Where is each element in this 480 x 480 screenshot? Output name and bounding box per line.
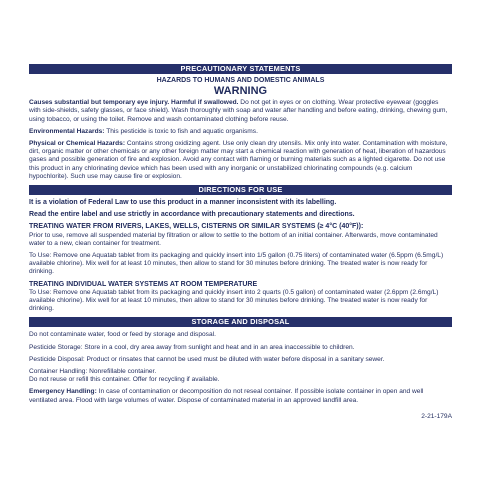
read-label-statement: Read the entire label and use strictly in accordance with precautionary statements and directions. xyxy=(29,211,355,219)
precautionary-statements-header: PRECAUTIONARY STATEMENTS xyxy=(29,64,452,74)
emergency-text: In case of contamination or decomposition do not reseal container. If possible isolate container in open and well ventilated area. Flood with large volumes of water. Dispose of contaminated material in an approved landfill area. xyxy=(29,388,424,404)
environmental-text: This pesticide is toxic to fish and aquatic organisms. xyxy=(104,127,258,135)
physical-bold: Physical or Chemical Hazards: xyxy=(29,140,126,148)
storage-header: STORAGE AND DISPOSAL xyxy=(29,317,452,327)
eye-injury-bold: Causes substantial but temporary eye injury. Harmful if swallowed. xyxy=(29,99,239,107)
emergency-bold: Emergency Handling: xyxy=(29,388,97,396)
physical-paragraph xyxy=(29,140,452,181)
rivers-title: TREATING WATER FROM RIVERS, LAKES, WELLS, CISTERNS OR SIMILAR SYSTEMS (≥ 4°C (40°F)): xyxy=(29,223,364,231)
directions-header: DIRECTIONS FOR USE xyxy=(29,185,452,195)
rivers-use: To Use: Remove one Aquatab tablet from its packaging and quickly insert into 1/5 gallon (0.75 liters) of contaminated water (6.5ppm (6.5mg/L) available chlorine). Mix well for at least 10 minutes, then allow to stand for 30 minutes before drinking. The treated water is now ready for drinking. xyxy=(29,252,444,276)
individual-title: TREATING INDIVIDUAL WATER SYSTEMS AT ROOM TEMPERATURE xyxy=(29,280,258,288)
label-code: 2-21-179A xyxy=(421,412,452,420)
rivers-text: Prior to use, remove all suspended material by filtration or allow to settle to the bottom of an initial container. Afterwards, move contaminated water to a new, clean container for treatment. xyxy=(29,231,438,247)
storage-line-reuse: Do not reuse or refill this container. Offer for recycling if available. xyxy=(29,376,220,384)
storage-line-storage: Pesticide Storage: Store in a cool, dry area away from sunlight and heat and in an area inaccessible to children. xyxy=(29,343,355,351)
environmental-paragraph xyxy=(29,128,452,136)
eye-injury-paragraph xyxy=(29,99,452,124)
emergency-paragraph xyxy=(29,388,452,404)
individual-use: To Use: Remove one Aquatab tablet from its packaging and quickly insert into 2 quarts (0.5 gallon) of contaminated water (2.6ppm (2.6mg/L) available chlorine). Mix well for at least 10 minutes, then allow to stand for 30 minutes before drinking. The treated water is now ready for drinking. xyxy=(29,288,439,313)
federal-law-statement: It is a violation of Federal Law to use this product in a manner inconsistent with its labelling. xyxy=(29,199,337,207)
product-label xyxy=(29,64,452,421)
storage-line-disposal: Pesticide Disposal: Product or rinsates that cannot be used must be diluted with water before disposal in a sanitary sewer. xyxy=(29,355,385,363)
environmental-bold: Environmental Hazards: xyxy=(29,127,105,135)
storage-line-container: Container Handling: Nonrefillable container. xyxy=(29,368,157,376)
hazards-title: HAZARDS TO HUMANS AND DOMESTIC ANIMALS xyxy=(156,77,325,84)
eye-injury-text: Do not get in eyes or on clothing. Wear protective eyewear (goggles with side-shields, safety glasses, or face shield). Wash thoroughly with soap and water after handling and before eating, drinking, chewing gum, using tobacco, or using the toilet. Remove and wash contaminated clothing before reuse. xyxy=(29,99,448,123)
storage-line-contaminate: Do not contaminate water, food or feed by storage and disposal. xyxy=(29,331,216,339)
warning-heading: WARNING xyxy=(213,85,268,98)
physical-text: Contains strong oxidizing agent. Use only clean dry utensils. Mix only into water. Contamination with moisture, dirt, organic matter or other chemicals or any other foreign matter may start a chemical reaction with generation of heat, liberation of hazardous gases and possible generation of fire and explosion. Avoid any contact with flaming or burning materials such as a lighted cigarette. Do not use this product in any chlorinating device which has been used with any inorganic or unstabilized chlorinating compounds (e.g. calcium hypochlorite). Such use may cause fire or explosion. xyxy=(29,140,448,180)
